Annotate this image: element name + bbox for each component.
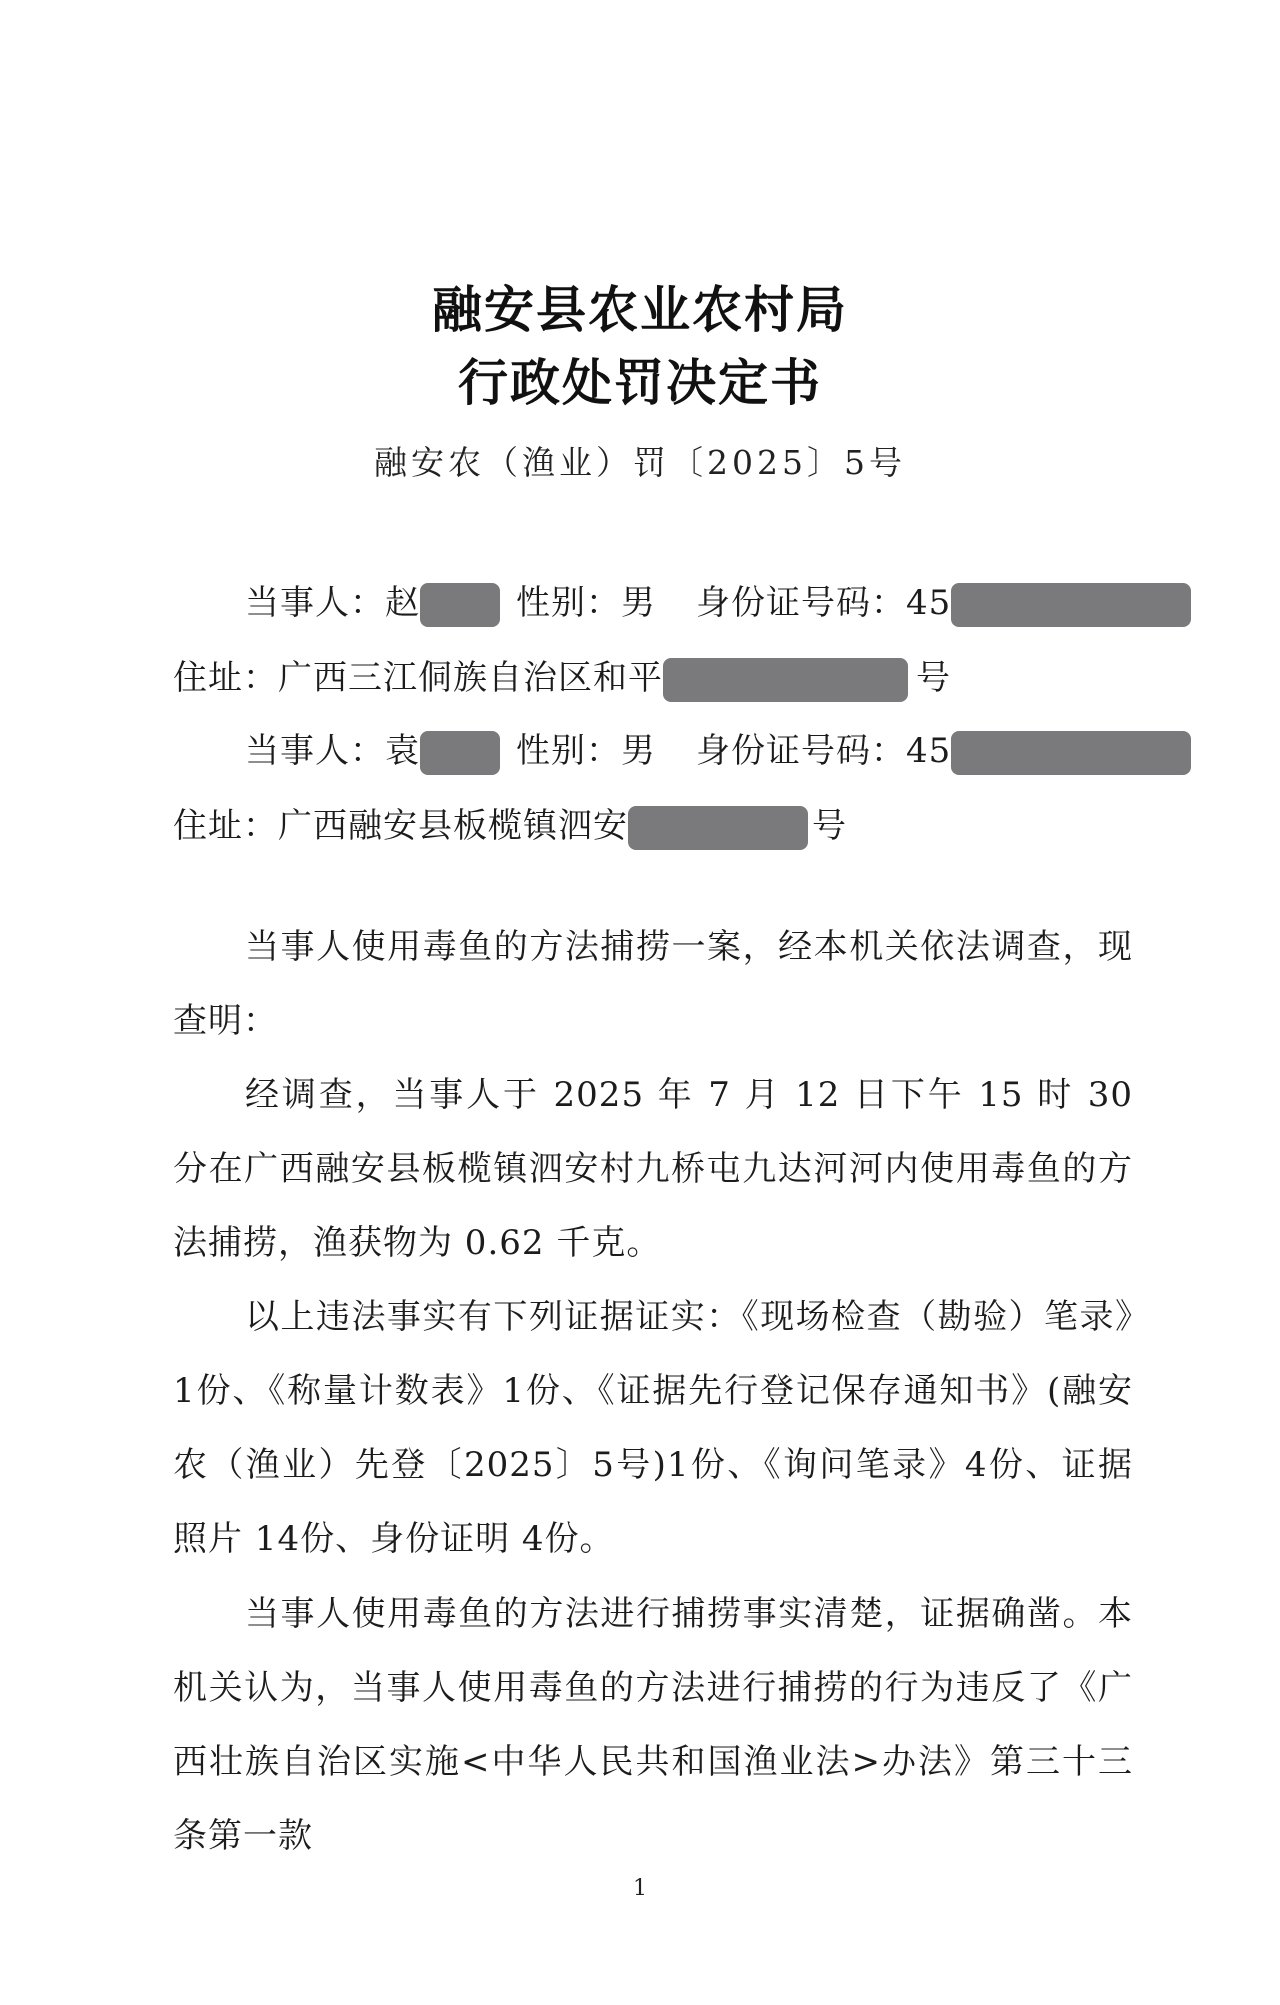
- party-2-address: [173, 798, 1133, 850]
- id-label: 身份证号码：: [696, 583, 906, 623]
- redaction-box: [663, 658, 908, 702]
- redaction-box: [628, 806, 808, 850]
- redaction-box: [951, 731, 1191, 775]
- redaction-box: [420, 731, 500, 775]
- address-label: 住址：: [173, 806, 278, 846]
- id-value: 45: [906, 583, 952, 623]
- paragraph-evidence: 以上违法事实有下列证据证实：《现场检查（勘验）笔录》1份、《称量计数表》1份、《证据先行登记保存通知书》(融安农（渔业）先登〔2025〕5号)1份、《询问笔录》4份、证据照片 14份、身份证明 4份。: [173, 1297, 1133, 1559]
- party-2-info: [245, 723, 1205, 775]
- party-1-address: [173, 650, 1133, 702]
- redaction-box: [951, 583, 1191, 627]
- paragraph-conclusion: 当事人使用毒鱼的方法进行捕捞事实清楚，证据确凿。本机关认为，当事人使用毒鱼的方法进行捕捞的行为违反了《广西壮族自治区实施<中华人民共和国渔业法>办法》第三十三条第一款: [173, 1594, 1133, 1856]
- party-name: 赵: [385, 583, 420, 623]
- address-suffix: 号: [812, 806, 847, 846]
- document-number: 融安农（渔业）罚〔2025〕5号: [374, 443, 906, 482]
- gender-value: 男: [621, 583, 656, 623]
- address-label: 住址：: [173, 658, 278, 698]
- id-label: 身份证号码：: [696, 731, 906, 771]
- id-value: 45: [906, 731, 952, 771]
- gender-label: 性别：: [516, 583, 621, 623]
- address-value: 广西融安县板榄镇泗安: [278, 806, 628, 846]
- paragraph-intro: 当事人使用毒鱼的方法捕捞一案，经本机关依法调查，现查明：: [173, 927, 1133, 1041]
- page-number: 1: [633, 1876, 647, 1901]
- party-1-info: [245, 575, 1205, 627]
- party-name: 袁: [385, 731, 420, 771]
- issuing-authority-title: 融安县农业农村局: [432, 280, 848, 339]
- party-label: 当事人：: [245, 731, 385, 771]
- gender-label: 性别：: [516, 731, 621, 771]
- party-label: 当事人：: [245, 583, 385, 623]
- document-type-title: 行政处罚决定书: [458, 353, 822, 412]
- gender-value: 男: [621, 731, 656, 771]
- address-suffix: 号: [916, 658, 951, 698]
- address-value: 广西三江侗族自治区和平: [278, 658, 663, 698]
- redaction-box: [420, 583, 500, 627]
- paragraph-findings: 经调查，当事人于 2025 年 7 月 12 日下午 15 时 30 分在广西融安县板榄镇泗安村九桥屯九达河河内使用毒鱼的方法捕捞，渔获物为 0.62 千克。: [173, 1075, 1133, 1263]
